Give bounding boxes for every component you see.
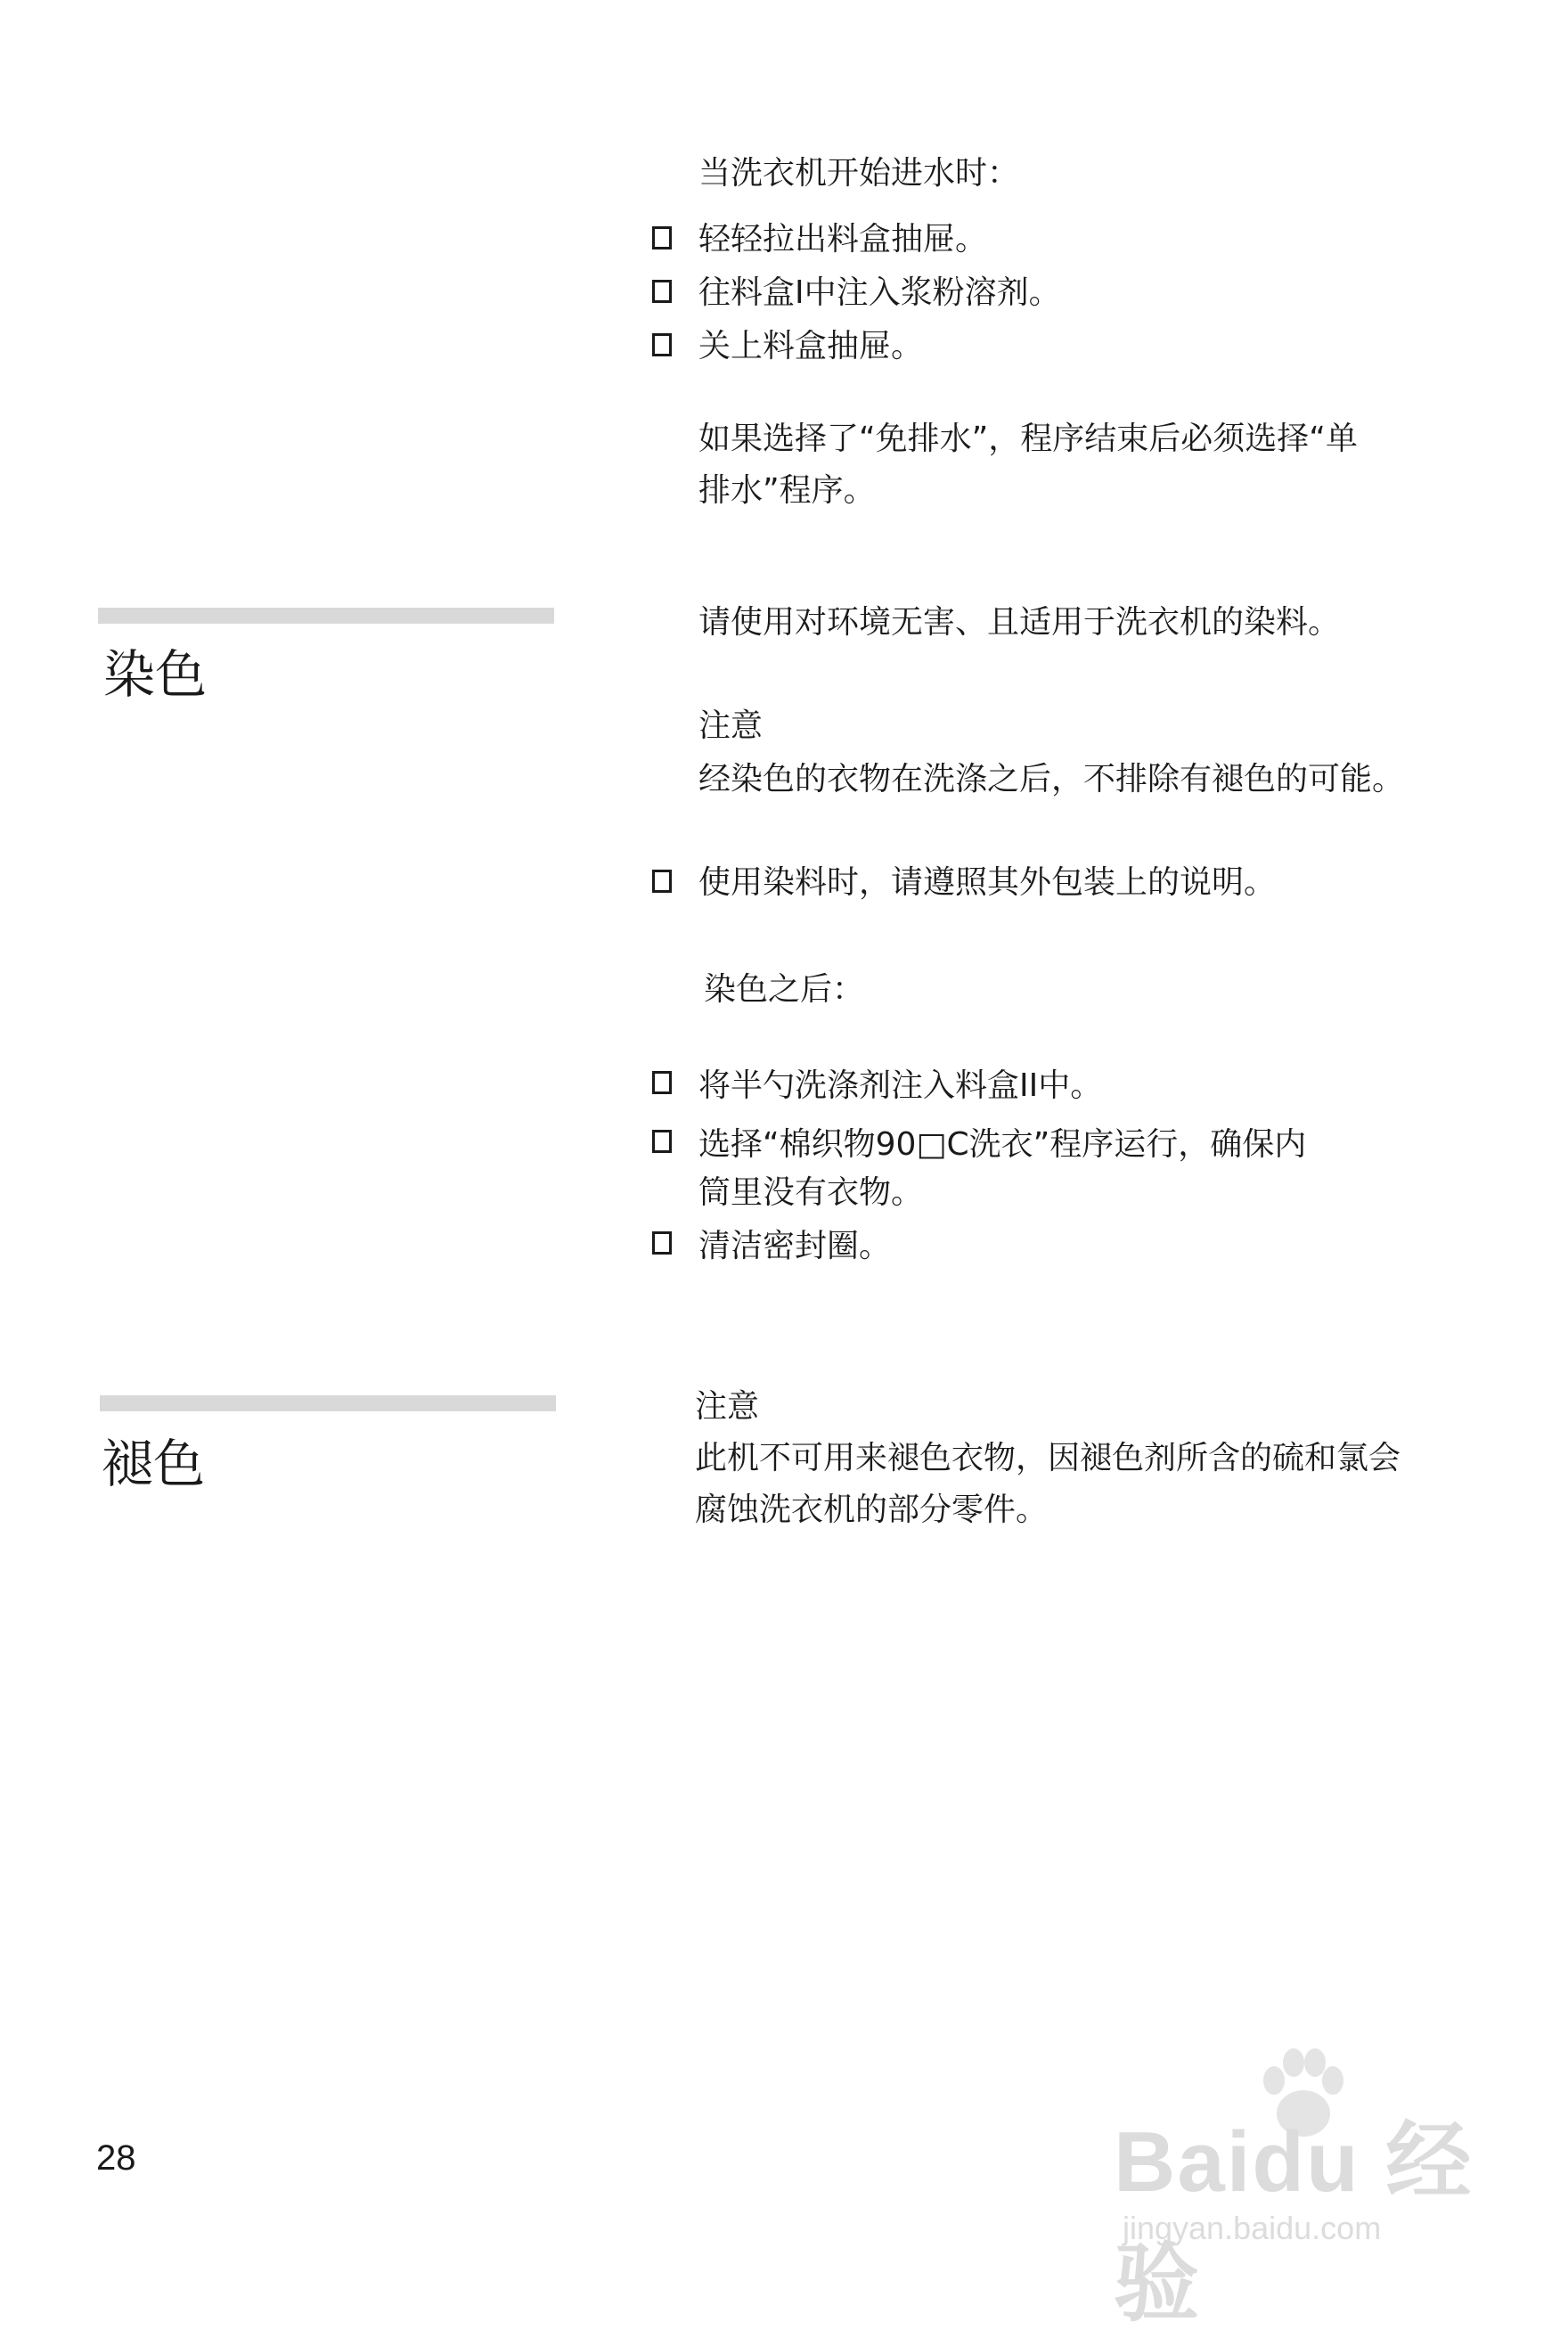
section-heading-decolor: 褪色 — [102, 1434, 206, 1494]
checkbox-icon — [652, 280, 672, 303]
intro-step-3: 关上料盒抽屉。 — [698, 328, 924, 364]
section-divider — [100, 1395, 556, 1411]
dyeing-instructions-step: 使用染料时，请遵照其外包装上的说明。 — [698, 864, 1277, 901]
when-filling-text: 当洗衣机开始进水时： — [698, 155, 1020, 192]
dyeing-text: 请使用对环境无害、且适用于洗衣机的染料。 — [698, 604, 1341, 641]
checkbox-icon — [652, 1231, 672, 1255]
intro-step-1: 轻轻拉出料盒抽屉。 — [698, 221, 988, 258]
watermark-brand: Baidu 经验 — [1114, 2114, 1474, 2332]
watermark — [1114, 2040, 1488, 2332]
after-step-2-line-2: 筒里没有衣物。 — [698, 1174, 924, 1211]
checkbox-icon — [652, 226, 672, 249]
checkbox-icon — [652, 1130, 672, 1153]
dyeing-caution-text: 经染色的衣物在洗涤之后，不排除有褪色的可能。 — [698, 761, 1405, 797]
after-step-2: 选择“棉织物90□C洗衣”程序运行，确保内 — [698, 1126, 1307, 1163]
checkbox-icon — [652, 333, 672, 356]
intro-step-2: 往料盒I中注入浆粉溶剂。 — [698, 274, 1061, 311]
watermark-url: jingyan.baidu.com — [1123, 2210, 1382, 2246]
section-heading-dyeing: 染色 — [103, 644, 208, 705]
checkbox-icon — [652, 1071, 672, 1094]
decolor-caution-line-1: 此机不可用来褪色衣物，因褪色剂所含的硫和氯会 — [695, 1440, 1401, 1476]
page-number: 28 — [96, 2138, 136, 2178]
dyeing-after-label: 染色之后： — [704, 971, 865, 1008]
section-divider — [98, 608, 554, 624]
decolor-caution-label: 注意 — [695, 1388, 760, 1425]
intro-note-line-2: 排水”程序。 — [698, 472, 876, 509]
decolor-caution-line-2: 腐蚀洗衣机的部分零件。 — [695, 1492, 1049, 1528]
dyeing-caution-label: 注意 — [698, 707, 764, 744]
after-step-3: 清洁密封圈。 — [698, 1228, 892, 1264]
intro-note-line-1: 如果选择了“免排水”，程序结束后必须选择“单 — [698, 421, 1358, 457]
checkbox-icon — [652, 870, 672, 893]
after-step-1: 将半勺洗涤剂注入料盒II中。 — [698, 1067, 1103, 1104]
